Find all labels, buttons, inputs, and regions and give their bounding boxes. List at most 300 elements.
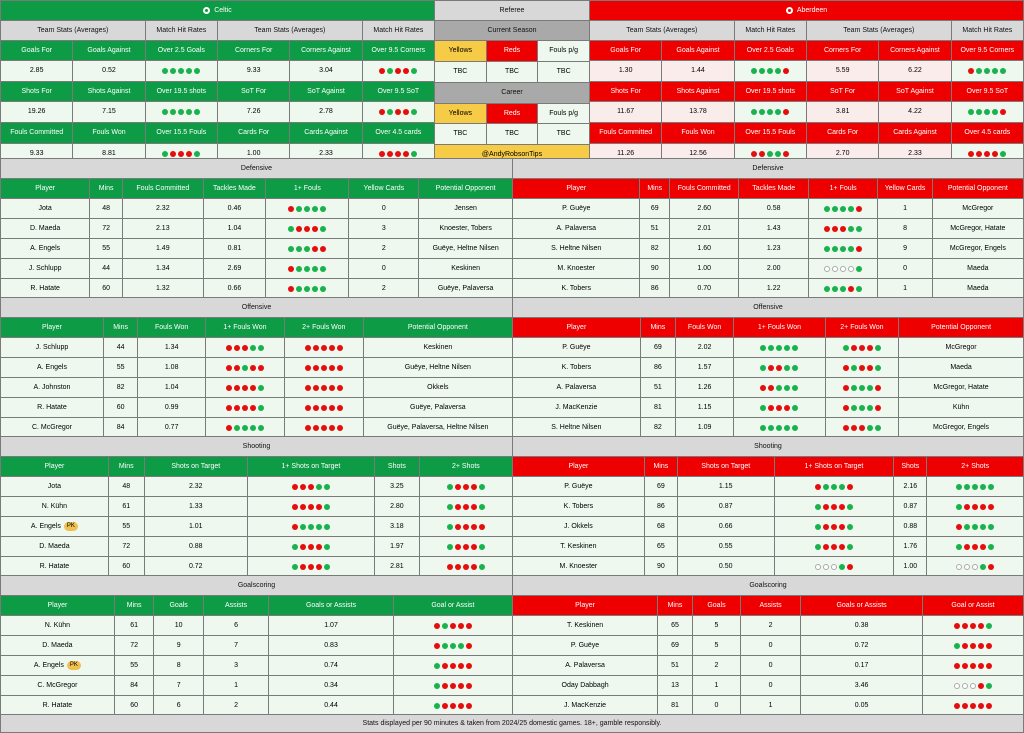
- hit-dot-red: [300, 544, 306, 550]
- hit-dot-green: [324, 544, 330, 550]
- stat-value: 60: [90, 279, 122, 298]
- stat-label: Fouls Won: [73, 123, 144, 143]
- hit-rate-dots: [734, 418, 825, 437]
- hit-dot-green: [296, 266, 302, 272]
- hit-dot-green: [258, 405, 264, 411]
- stat-value: 2.33: [879, 144, 950, 163]
- hit-rate-dots: [734, 398, 825, 417]
- column-header: Fouls Committed: [123, 179, 202, 198]
- dots: [379, 68, 417, 74]
- player-name: [1, 656, 114, 675]
- stat-value: 1.09: [676, 418, 733, 437]
- hit-rate-dots: [420, 557, 512, 576]
- hit-rate-dots: [923, 616, 1023, 635]
- section-title: Shooting: [513, 437, 1023, 456]
- stat-value: 1.76: [894, 537, 926, 556]
- hit-dot-green: [304, 286, 310, 292]
- stat-label: Over 2.5 Goals: [735, 41, 806, 60]
- hit-dot-green: [304, 206, 310, 212]
- stat-value: Maeda: [899, 358, 1023, 377]
- hit-dot-red: [471, 504, 477, 510]
- hit-dot-green: [768, 425, 774, 431]
- stat-value: 2: [204, 696, 268, 715]
- hit-dot-red: [305, 345, 311, 351]
- hit-dot-red: [968, 68, 974, 74]
- stat-value: 7: [154, 676, 202, 695]
- hit-dot-green: [847, 524, 853, 530]
- hit-dot-green: [479, 564, 485, 570]
- hit-dot-red: [847, 564, 853, 570]
- stat-value: 1.49: [123, 239, 202, 258]
- column-header: Shots: [375, 457, 419, 476]
- hit-dot-red: [843, 365, 849, 371]
- hit-dot-green: [760, 365, 766, 371]
- hit-dot-red: [962, 643, 968, 649]
- dots: [305, 365, 343, 371]
- hit-dot-red: [316, 544, 322, 550]
- hit-dot-green: [784, 365, 790, 371]
- hit-dot-green: [308, 524, 314, 530]
- player-name: A. Palaversa: [513, 656, 657, 675]
- hit-dot-red: [226, 345, 232, 351]
- hit-dot-empty: [972, 564, 978, 570]
- dots: [305, 425, 343, 431]
- hit-dot-green: [954, 643, 960, 649]
- hit-dot-green: [980, 524, 986, 530]
- hit-dot-red: [848, 286, 854, 292]
- stat-label: SoT Against: [290, 82, 361, 101]
- hit-dot-green: [980, 564, 986, 570]
- dots: [824, 266, 862, 272]
- stat-value: 12.56: [662, 144, 733, 163]
- stat-value: 0.87: [678, 497, 774, 516]
- column-header: 1+ Fouls Won: [206, 318, 284, 337]
- stat-value: 44: [104, 338, 137, 357]
- stat-value: 0: [741, 676, 800, 695]
- hit-dot-green: [847, 504, 853, 510]
- stat-value: 1.57: [676, 358, 733, 377]
- hit-dot-green: [851, 405, 857, 411]
- hit-rate-dots: [285, 378, 363, 397]
- player-name: M. Knoester: [513, 557, 644, 576]
- dots: [954, 683, 992, 689]
- player-name: J. Okkels: [513, 517, 644, 536]
- hit-dot-green: [316, 524, 322, 530]
- stat-value: Guëye, Palaversa: [419, 279, 512, 298]
- column-header: Shots on Target: [145, 457, 247, 476]
- hit-dot-green: [859, 405, 865, 411]
- stat-value: 51: [658, 656, 692, 675]
- stat-value: 0.70: [670, 279, 738, 298]
- hit-dot-red: [859, 425, 865, 431]
- stat-value: 61: [109, 497, 144, 516]
- hit-dot-red: [455, 484, 461, 490]
- player-name: A. Palaversa: [513, 378, 640, 397]
- dots: [760, 365, 798, 371]
- hit-dot-green: [986, 623, 992, 629]
- hit-dot-green: [288, 226, 294, 232]
- dots: [956, 524, 994, 530]
- hit-dot-red: [337, 405, 343, 411]
- hit-dot-green: [988, 544, 994, 550]
- hit-dot-green: [986, 683, 992, 689]
- hit-dot-red: [305, 405, 311, 411]
- player-name: [1, 517, 108, 536]
- column-header: Potential Opponent: [419, 179, 512, 198]
- player-name: T. Keskinen: [513, 537, 644, 556]
- stat-value: 1: [878, 279, 931, 298]
- hit-dot-red: [242, 405, 248, 411]
- stat-value: 1.44: [662, 61, 733, 81]
- penalty-taker-badge: PK: [67, 661, 81, 669]
- column-header: Mins: [104, 318, 137, 337]
- player-name: A. Engels: [1, 239, 89, 258]
- stat-value: 84: [104, 418, 137, 437]
- dots: [292, 484, 330, 490]
- hit-rate-dots: [775, 557, 894, 576]
- hit-dot-red: [258, 365, 264, 371]
- dots: [843, 405, 881, 411]
- hit-dot-green: [815, 524, 821, 530]
- stat-value: 2.13: [123, 219, 202, 238]
- hit-dot-green: [992, 109, 998, 115]
- celtic-defensive-table: [0, 158, 513, 298]
- hit-dot-red: [234, 385, 240, 391]
- player-name: D. Maeda: [1, 219, 89, 238]
- stat-value: 0: [741, 636, 800, 655]
- hit-dot-red: [288, 266, 294, 272]
- dots: [226, 385, 264, 391]
- hit-rate-dots: [420, 517, 512, 536]
- hit-dot-green: [988, 524, 994, 530]
- hit-dot-red: [471, 484, 477, 490]
- dots: [162, 109, 200, 115]
- hit-rate-dots: [734, 358, 825, 377]
- column-header: Goal or Assist: [923, 596, 1023, 615]
- hit-rate-dots: [775, 497, 894, 516]
- hit-dot-red: [292, 504, 298, 510]
- column-header: Mins: [90, 179, 122, 198]
- stat-value: 9: [878, 239, 931, 258]
- hit-rate-dots: [927, 477, 1023, 496]
- stat-value: 6.22: [879, 61, 950, 81]
- hit-dot-red: [784, 405, 790, 411]
- hit-dot-red: [458, 623, 464, 629]
- stat-value: 0.88: [145, 537, 247, 556]
- hit-rate-dots: [923, 696, 1023, 715]
- stat-value: 61: [115, 616, 154, 635]
- hit-rate-dots: [923, 636, 1023, 655]
- dots: [824, 246, 862, 252]
- hit-dot-green: [162, 151, 168, 157]
- hit-dot-green: [324, 504, 330, 510]
- stat-value: Okkels: [364, 378, 512, 397]
- hit-dot-red: [395, 109, 401, 115]
- dots: [824, 286, 862, 292]
- stat-label: Over 19.5 shots: [735, 82, 806, 101]
- hit-dot-red: [759, 151, 765, 157]
- hit-dot-green: [792, 365, 798, 371]
- dots: [162, 151, 200, 157]
- hit-dot-red: [978, 703, 984, 709]
- hit-dot-red: [321, 425, 327, 431]
- hit-dot-green: [848, 246, 854, 252]
- hit-dot-red: [226, 405, 232, 411]
- hit-dot-green: [324, 564, 330, 570]
- hit-dot-green: [840, 286, 846, 292]
- hit-rate-dots: [285, 338, 363, 357]
- hit-dot-red: [839, 524, 845, 530]
- team-header: Match Hit Rates: [146, 21, 217, 40]
- stat-value: 0.77: [138, 418, 205, 437]
- hit-dot-green: [875, 425, 881, 431]
- hit-dot-red: [839, 504, 845, 510]
- hit-dot-red: [471, 544, 477, 550]
- stat-value: 2.02: [676, 338, 733, 357]
- hit-dot-empty: [970, 683, 976, 689]
- stat-label: Corners For: [807, 41, 878, 60]
- player-name: J. Schlupp: [1, 338, 103, 357]
- stat-value: 2.85: [1, 61, 72, 81]
- dots: [447, 564, 485, 570]
- hit-dot-red: [970, 703, 976, 709]
- column-header: 2+ Fouls Won: [826, 318, 898, 337]
- stat-label: Over 15.5 Fouls: [146, 123, 217, 143]
- hit-dot-red: [823, 544, 829, 550]
- hit-dot-green: [832, 246, 838, 252]
- stat-value: McGregor, Engels: [899, 418, 1023, 437]
- hit-dot-green: [775, 68, 781, 74]
- stat-value: 51: [641, 378, 675, 397]
- column-header: Player: [1, 179, 89, 198]
- hit-dot-green: [162, 109, 168, 115]
- hit-dot-green: [304, 246, 310, 252]
- hit-dot-red: [954, 703, 960, 709]
- player-name: K. Tobers: [513, 497, 644, 516]
- stat-value: 1.15: [678, 477, 774, 496]
- column-header: 2+ Shots: [420, 457, 512, 476]
- hit-dot-green: [984, 109, 990, 115]
- hit-rate-dots: [394, 656, 512, 675]
- dots: [968, 151, 1006, 157]
- hit-rate-dots: [146, 102, 217, 122]
- hit-dot-red: [466, 703, 472, 709]
- hit-dot-green: [875, 345, 881, 351]
- dots: [292, 564, 330, 570]
- hit-dot-green: [856, 286, 862, 292]
- hit-dot-green: [760, 405, 766, 411]
- stat-label: Goals Against: [73, 41, 144, 60]
- hit-dot-green: [194, 109, 200, 115]
- column-header: Player: [513, 318, 640, 337]
- hit-dot-red: [442, 703, 448, 709]
- hit-dot-red: [992, 151, 998, 157]
- hit-dot-red: [242, 385, 248, 391]
- referee-career-value: TBC: [435, 124, 486, 144]
- hit-dot-empty: [823, 564, 829, 570]
- stat-value: Kühn: [899, 398, 1023, 417]
- hit-dot-red: [234, 405, 240, 411]
- column-header: Player: [513, 179, 639, 198]
- hit-dot-red: [455, 564, 461, 570]
- referee-career-value: TBC: [487, 124, 538, 144]
- stat-value: 3.04: [290, 61, 361, 81]
- player-name: P. Guëye: [513, 338, 640, 357]
- hit-dot-green: [162, 68, 168, 74]
- stat-value: 1.22: [739, 279, 807, 298]
- player-name: Oday Dabbagh: [513, 676, 657, 695]
- hit-dot-red: [970, 643, 976, 649]
- team-header: Team Stats (Averages): [1, 21, 145, 40]
- hit-dot-red: [875, 385, 881, 391]
- stat-value: 0.34: [269, 676, 393, 695]
- referee-col-header: Yellows: [435, 41, 486, 61]
- hit-dot-red: [337, 345, 343, 351]
- hit-dot-red: [337, 365, 343, 371]
- hit-dot-green: [956, 544, 962, 550]
- hit-dot-green: [976, 109, 982, 115]
- hit-dot-red: [305, 365, 311, 371]
- stat-value: 3: [204, 656, 268, 675]
- hit-dot-green: [776, 345, 782, 351]
- player-name: C. McGregor: [1, 676, 114, 695]
- stat-value: 1.34: [138, 338, 205, 357]
- player-name: D. Maeda: [1, 537, 108, 556]
- hit-dot-green: [815, 544, 821, 550]
- stat-value: 0.72: [801, 636, 922, 655]
- hit-dot-red: [463, 564, 469, 570]
- hit-dot-green: [387, 68, 393, 74]
- hit-dot-red: [403, 109, 409, 115]
- column-header: Mins: [658, 596, 692, 615]
- hit-dot-red: [250, 385, 256, 391]
- dots: [760, 345, 798, 351]
- hit-dot-red: [962, 703, 968, 709]
- stat-value: 82: [104, 378, 137, 397]
- stat-value: 0.52: [73, 61, 144, 81]
- stat-value: 82: [641, 418, 675, 437]
- hit-dot-red: [1000, 109, 1006, 115]
- player-name: S. Heltne Nilsen: [513, 239, 639, 258]
- celtic-offensive-table: [0, 297, 513, 437]
- dots: [305, 405, 343, 411]
- hit-dot-red: [178, 151, 184, 157]
- dots: [434, 643, 472, 649]
- aberdeen-shooting-table: [512, 436, 1024, 576]
- dots: [226, 345, 264, 351]
- stat-value: Maeda: [933, 279, 1023, 298]
- player-name: J. Schlupp: [1, 259, 89, 278]
- hit-dot-green: [792, 405, 798, 411]
- stat-value: 1.15: [676, 398, 733, 417]
- column-header: Goals: [154, 596, 202, 615]
- hit-dot-green: [792, 385, 798, 391]
- dots: [434, 663, 472, 669]
- hit-dot-red: [308, 484, 314, 490]
- stat-value: 11.67: [590, 102, 661, 122]
- hit-dot-green: [300, 524, 306, 530]
- hit-dot-green: [840, 206, 846, 212]
- hit-dot-red: [776, 365, 782, 371]
- stat-value: McGregor: [899, 338, 1023, 357]
- hit-dot-red: [329, 425, 335, 431]
- stat-label: Over 2.5 Goals: [146, 41, 217, 60]
- stat-value: 5: [693, 616, 740, 635]
- stat-label: Goals For: [590, 41, 661, 60]
- player-name: R. Hatate: [1, 557, 108, 576]
- hit-dot-red: [978, 663, 984, 669]
- player-name: J. MacKenzie: [513, 398, 640, 417]
- hit-dot-red: [956, 524, 962, 530]
- stat-value: 0.38: [801, 616, 922, 635]
- hit-dot-green: [832, 286, 838, 292]
- hit-dot-red: [316, 564, 322, 570]
- dots: [288, 286, 326, 292]
- stat-value: Keskinen: [419, 259, 512, 278]
- hit-dot-green: [831, 484, 837, 490]
- hit-dot-red: [321, 345, 327, 351]
- stat-value: 72: [90, 219, 122, 238]
- hit-rate-dots: [285, 358, 363, 377]
- stat-value: 4.22: [879, 102, 950, 122]
- hit-rate-dots: [206, 358, 284, 377]
- hit-dot-green: [178, 68, 184, 74]
- column-header: Shots: [894, 457, 926, 476]
- dots: [956, 544, 994, 550]
- hit-dot-red: [320, 246, 326, 252]
- hit-dot-red: [824, 226, 830, 232]
- aberdeen-offensive-table: [512, 297, 1024, 437]
- player-name: P. Guëye: [513, 636, 657, 655]
- hit-rate-dots: [420, 537, 512, 556]
- column-header: Yellow Cards: [878, 179, 931, 198]
- stat-label: Fouls Won: [662, 123, 733, 143]
- stat-value: 9.33: [1, 144, 72, 163]
- hit-dot-green: [792, 345, 798, 351]
- hit-dot-green: [288, 246, 294, 252]
- stat-value: 3.46: [801, 676, 922, 695]
- stat-value: 1.26: [676, 378, 733, 397]
- stat-value: Guëye, Palaversa: [364, 398, 512, 417]
- hit-dot-red: [843, 425, 849, 431]
- hit-dot-red: [288, 286, 294, 292]
- stat-value: 1.04: [138, 378, 205, 397]
- stat-value: McGregor: [933, 199, 1023, 218]
- player-name-text: A. Engels: [33, 661, 64, 669]
- column-header: Player: [513, 596, 657, 615]
- hit-dot-red: [986, 643, 992, 649]
- dots: [226, 365, 264, 371]
- stat-value: 82: [640, 239, 669, 258]
- team-title: [590, 1, 1023, 20]
- stat-value: 0.50: [678, 557, 774, 576]
- hit-dot-green: [250, 345, 256, 351]
- stat-value: 55: [104, 358, 137, 377]
- referee-career-value: TBC: [538, 124, 589, 144]
- hit-dot-red: [962, 663, 968, 669]
- player-name: N. Kühn: [1, 616, 114, 635]
- hit-dot-red: [395, 151, 401, 157]
- hit-dot-green: [320, 226, 326, 232]
- hit-rate-dots: [394, 696, 512, 715]
- hit-dot-red: [403, 151, 409, 157]
- hit-rate-dots: [266, 279, 348, 298]
- stat-value: 6: [154, 696, 202, 715]
- career-label: Career: [435, 83, 589, 103]
- hit-dot-green: [815, 504, 821, 510]
- hit-dot-green: [296, 206, 302, 212]
- hit-dot-red: [329, 365, 335, 371]
